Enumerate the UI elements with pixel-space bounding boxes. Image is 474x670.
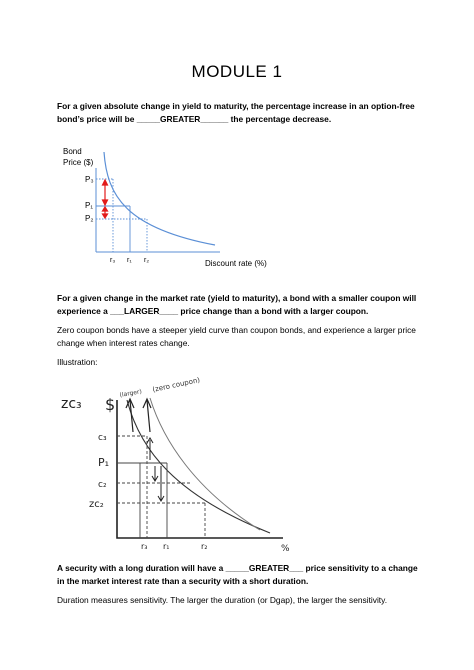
p2-label: P₂ bbox=[85, 214, 94, 223]
r1-handlabel: r₁ bbox=[163, 542, 170, 551]
r2-handlabel: r₂ bbox=[201, 542, 208, 551]
zc3-label: zc₃ bbox=[61, 396, 82, 412]
y-axis-label-line1: Bond bbox=[63, 147, 82, 156]
illustration-label: Illustration: bbox=[57, 357, 98, 367]
question-3: A security with a long duration will have a _____GREATER___ price sensitivity to a change in the market interest rate than a security with a short duration. bbox=[57, 563, 418, 587]
price-yield-figure bbox=[55, 140, 295, 275]
price-yield-curve bbox=[104, 152, 215, 245]
p1-handlabel: P₁ bbox=[98, 456, 110, 469]
price-decrease-arrow bbox=[103, 207, 108, 218]
price-increase-arrow bbox=[103, 180, 108, 205]
p1-label: P₁ bbox=[85, 201, 94, 210]
question-1: For a given absolute change in yield to maturity, the percentage increase in an option-free bond’s price will be _____GREATER______ the percentage decrease. bbox=[57, 101, 415, 125]
larger-note: (larger) bbox=[119, 388, 143, 399]
illustration-axes bbox=[117, 400, 283, 538]
top-arrows bbox=[126, 399, 151, 432]
c2-label: c₂ bbox=[98, 480, 107, 490]
x-axis-label: Discount rate (%) bbox=[205, 259, 267, 268]
question-2: For a given change in the market rate (yield to maturity), a bond with a smaller coupon will experience a ___LARGER____ price change than a bond with a larger coupon. bbox=[57, 293, 417, 317]
r1-label: r₁ bbox=[127, 257, 132, 264]
handdrawn-illustration bbox=[55, 370, 305, 555]
p3-label: P₃ bbox=[85, 175, 94, 184]
zero-coupon-paragraph: Zero coupon bonds have a steeper yield curve than coupon bonds, and experience a larger price change when interest rates change. bbox=[57, 325, 416, 349]
r2-label: r₂ bbox=[144, 257, 150, 264]
duration-paragraph: Duration measures sensitivity. The larger the duration (or Dgap), the larger the sensitivity. bbox=[57, 595, 388, 605]
zc2-label: zc₂ bbox=[89, 499, 104, 510]
percent-label: % bbox=[281, 544, 290, 554]
dollar-label: $ bbox=[105, 395, 116, 414]
c3-label: c₃ bbox=[98, 433, 107, 443]
r3-label: r₃ bbox=[110, 257, 116, 264]
sensitivity-arrows bbox=[147, 438, 164, 501]
r3-handlabel: r₃ bbox=[141, 542, 148, 551]
zero-coupon-note: (zero coupon) bbox=[151, 376, 201, 394]
y-axis-label-line2: Price ($) bbox=[63, 158, 94, 167]
page-title: MODULE 1 bbox=[191, 62, 283, 81]
